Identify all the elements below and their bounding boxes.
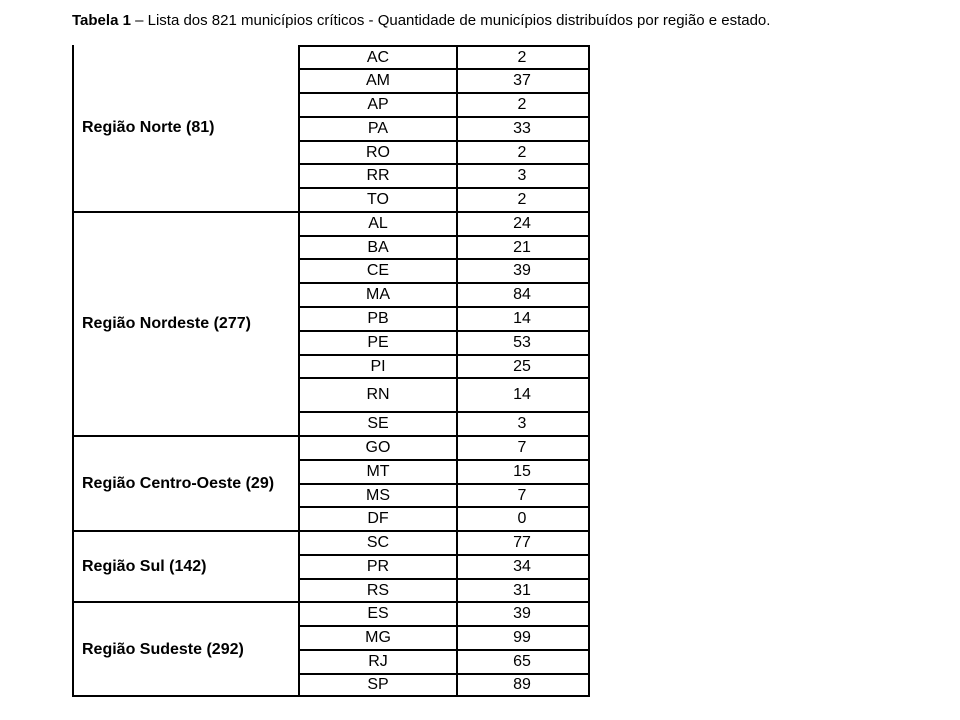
count-cell: 34: [456, 554, 590, 580]
state-cell: RN: [298, 377, 458, 413]
count-cell: 99: [456, 625, 590, 651]
count-cell: 7: [456, 435, 590, 461]
region-cell: [74, 211, 299, 435]
region-label: Região Sul (142): [82, 557, 207, 575]
count-cell: 89: [456, 673, 590, 697]
region-label: Região Sudeste (292): [82, 641, 244, 658]
state-cell: DF: [298, 506, 458, 532]
state-cell: GO: [298, 435, 458, 461]
count-cell: 7: [456, 483, 590, 508]
state-cell: RR: [298, 163, 458, 189]
state-cell: TO: [298, 187, 458, 213]
state-cell: RS: [298, 578, 458, 603]
count-cell: 65: [456, 649, 590, 675]
count-cell: 25: [456, 354, 590, 379]
count-cell: 84: [456, 282, 590, 308]
count-cell: 77: [456, 530, 590, 556]
count-cell: 2: [456, 45, 590, 70]
state-cell: PE: [298, 330, 458, 356]
state-cell: PI: [298, 354, 458, 379]
state-cell: AL: [298, 211, 458, 237]
count-cell: 37: [456, 68, 590, 94]
state-cell: RO: [298, 140, 458, 165]
count-cell: 14: [456, 306, 590, 332]
count-cell: 53: [456, 330, 590, 356]
table-caption-label: Tabela 1: [72, 12, 131, 29]
state-cell: MS: [298, 483, 458, 508]
state-cell: MA: [298, 282, 458, 308]
count-cell: 3: [456, 163, 590, 189]
state-cell: SC: [298, 530, 458, 556]
region-label: Região Norte (81): [82, 119, 215, 136]
count-cell: 39: [456, 258, 590, 284]
region-label: Região Centro-Oeste (29): [82, 474, 275, 492]
state-cell: AM: [298, 68, 458, 94]
region-label: Região Nordeste (277): [82, 315, 251, 332]
count-cell: 2: [456, 187, 590, 213]
state-cell: ES: [298, 601, 458, 627]
count-cell: 3: [456, 411, 590, 437]
count-cell: 21: [456, 235, 590, 260]
region-cell: [74, 45, 299, 211]
state-cell: PR: [298, 554, 458, 580]
municipios-table: [72, 45, 588, 697]
count-cell: 31: [456, 578, 590, 603]
region-cell: [74, 530, 299, 601]
state-cell: PA: [298, 116, 458, 142]
state-cell: MG: [298, 625, 458, 651]
count-cell: 24: [456, 211, 590, 237]
count-cell: 33: [456, 116, 590, 142]
state-cell: AP: [298, 92, 458, 118]
count-cell: 0: [456, 506, 590, 532]
count-cell: 15: [456, 459, 590, 485]
count-cell: 39: [456, 601, 590, 627]
state-cell: SE: [298, 411, 458, 437]
state-cell: AC: [298, 45, 458, 70]
count-cell: 2: [456, 92, 590, 118]
state-cell: SP: [298, 673, 458, 697]
state-cell: RJ: [298, 649, 458, 675]
region-cell: [74, 435, 299, 530]
region-cell: [74, 601, 299, 697]
state-cell: BA: [298, 235, 458, 260]
count-cell: 14: [456, 377, 590, 413]
table-caption: [72, 12, 770, 29]
state-cell: MT: [298, 459, 458, 485]
state-cell: PB: [298, 306, 458, 332]
count-cell: 2: [456, 140, 590, 165]
table-caption-text: – Lista dos 821 municípios críticos - Quantidade de municípios distribuídos por região e estado.: [130, 12, 771, 29]
state-cell: CE: [298, 258, 458, 284]
